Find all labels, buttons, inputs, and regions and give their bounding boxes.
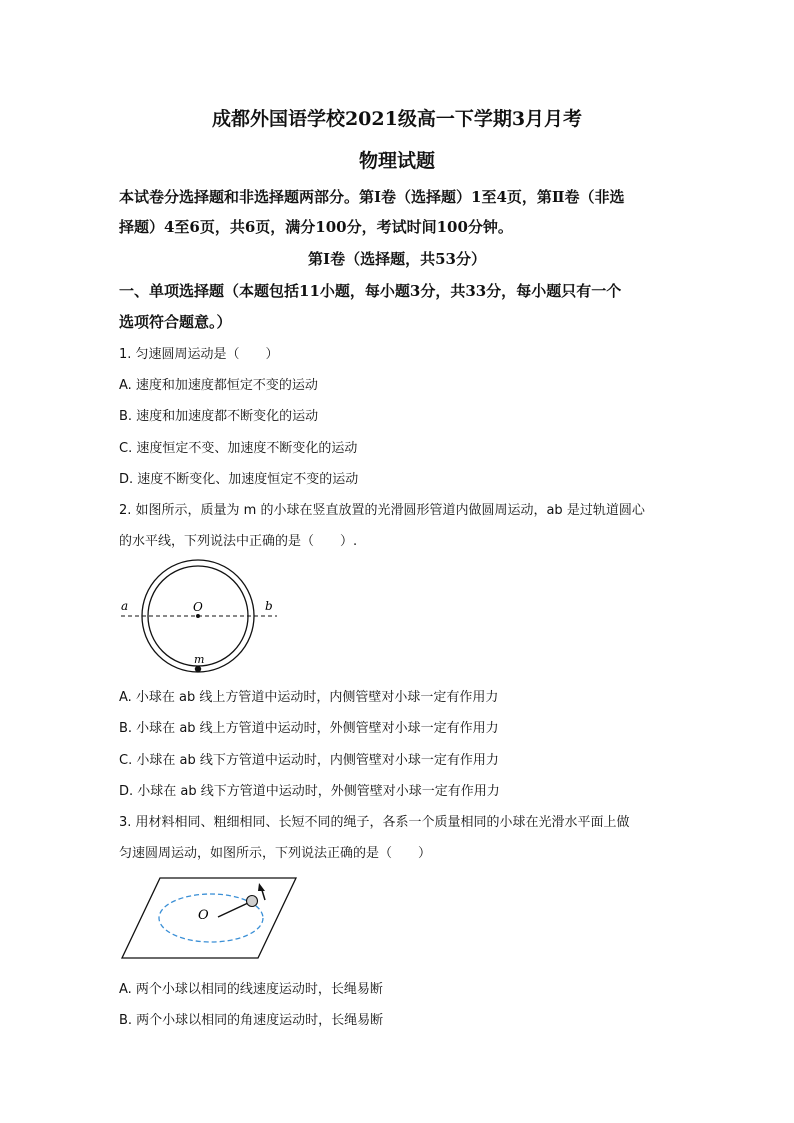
- subject-title: 物理试题: [358, 150, 435, 172]
- part1-instruction-line-1: 一、单项选择题（本题包括11小题，每小题3分，共33分，每小题只有一个: [119, 282, 622, 300]
- section-title: 第Ⅰ卷（选择题，共53分）: [308, 250, 486, 268]
- q2-stem-line-1: 2. 如图所示，质量为 m 的小球在竖直放置的光滑圆形管道内做圆周运动，ab 是过轨道圆心: [119, 503, 645, 518]
- q3-horizontal-plane-figure: [118, 872, 300, 964]
- q3-stem-line-1: 3. 用材料相同、粗细相同、长短不同的绳子，各系一个质量相同的小球在光滑水平面上做: [119, 815, 630, 830]
- intro-line-2: 择题）4至6页，共6页，满分100分，考试时间100分钟。: [119, 218, 513, 236]
- center-point: [196, 614, 200, 618]
- label-o: O: [198, 908, 209, 923]
- q2-option-d: D. 小球在 ab 线下方管道中运动时，外侧管壁对小球一定有作用力: [119, 784, 500, 799]
- q3-option-a: A. 两个小球以相同的线速度运动时，长绳易断: [119, 982, 383, 997]
- q2-stem-line-2: 的水平线，下列说法中正确的是（ ）.: [119, 534, 358, 549]
- rope: [218, 903, 248, 917]
- q2-circular-tube-figure: [115, 558, 285, 674]
- part1-instruction-line-2: 选项符合题意。）: [119, 313, 232, 331]
- label-b: b: [265, 599, 273, 613]
- q2-option-a: A. 小球在 ab 线上方管道中运动时，内侧管壁对小球一定有作用力: [119, 690, 499, 705]
- smooth-plane: [122, 878, 296, 958]
- q3-stem-line-2: 匀速圆周运动，如图所示，下列说法正确的是（ ）: [119, 846, 432, 861]
- q2-option-b: B. 小球在 ab 线上方管道中运动时，外侧管壁对小球一定有作用力: [119, 721, 499, 736]
- label-m: m: [194, 653, 205, 666]
- exam-title: 成都外国语学校2021级高一下学期3月月考: [211, 108, 583, 130]
- q1-option-d: D. 速度不断变化、加速度恒定不变的运动: [119, 472, 359, 487]
- q1-option-b: B. 速度和加速度都不断变化的运动: [119, 409, 319, 424]
- q1-option-a: A. 速度和加速度都恒定不变的运动: [119, 378, 318, 393]
- q1-option-c: C. 速度恒定不变、加速度不断变化的运动: [119, 441, 358, 456]
- q3-option-b: B. 两个小球以相同的角速度运动时，长绳易断: [119, 1013, 384, 1028]
- intro-line-1: 本试卷分选择题和非选择题两部分。第Ⅰ卷（选择题）1至4页，第Ⅱ卷（非选: [119, 188, 625, 206]
- ball: [247, 896, 258, 907]
- q2-option-c: C. 小球在 ab 线下方管道中运动时，内侧管壁对小球一定有作用力: [119, 753, 499, 768]
- label-a: a: [121, 599, 129, 613]
- ball-m: [195, 666, 201, 672]
- velocity-arrow-head: [258, 883, 265, 891]
- label-o: O: [193, 600, 203, 614]
- q1-stem: 1. 匀速圆周运动是（ ）: [119, 347, 279, 362]
